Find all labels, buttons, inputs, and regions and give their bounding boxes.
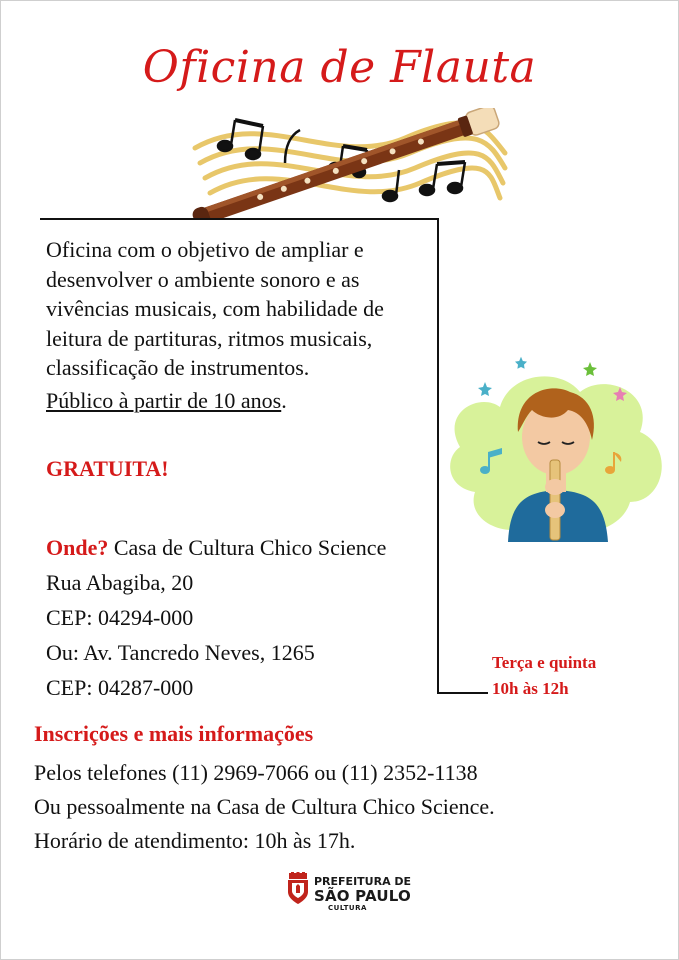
info-phones: Pelos telefones (11) 2969-7066 ou (11) 2352-1138 — [34, 760, 478, 785]
cep-primary: CEP: 04294-000 — [46, 605, 194, 630]
schedule-hours: 10h às 12h — [492, 679, 569, 698]
audience-label: Público à partir de 10 anos — [46, 388, 282, 413]
location-block — [46, 530, 386, 705]
logo-line3: CULTURA — [328, 904, 367, 912]
poster-title: Oficina de Flauta — [142, 42, 537, 93]
info-in-person: Ou pessoalmente na Casa de Cultura Chico Science. — [34, 794, 495, 819]
venue-line — [46, 530, 386, 565]
cep-secondary: CEP: 04287-000 — [46, 675, 194, 700]
info-block — [34, 756, 495, 858]
info-heading: Inscrições e mais informações — [34, 721, 314, 746]
alternate-address: Ou: Av. Tancredo Neves, 1265 — [46, 640, 315, 665]
flute-with-music-notes-illustration — [185, 108, 515, 218]
prefeitura-logo — [285, 872, 425, 922]
info-hours: Horário de atendimento: 10h às 17h. — [34, 828, 356, 853]
logo-line2: SÃO PAULO — [314, 887, 411, 905]
audience-punct: . — [281, 388, 287, 413]
logo-line1: PREFEITURA DE — [314, 875, 412, 888]
where-label: Onde? — [46, 535, 109, 560]
boy-playing-flute-illustration — [440, 352, 675, 552]
free-badge: GRATUITA! — [46, 456, 169, 481]
street-address: Rua Abagiba, 20 — [46, 570, 194, 595]
logo-text — [314, 876, 411, 913]
schedule-block — [492, 650, 596, 702]
venue-name: Casa de Cultura Chico Science — [108, 535, 387, 560]
sao-paulo-coat-of-arms-icon — [285, 872, 311, 906]
workshop-description: Oficina com o objetivo de ampliar e desenvolver o ambiente sonoro e as vivências musicais, com habilidade de leitura de partituras, ritmos musicais, classificação de instrumentos. — [46, 237, 384, 380]
audience-text — [46, 387, 287, 415]
schedule-days: Terça e quinta — [492, 653, 597, 672]
